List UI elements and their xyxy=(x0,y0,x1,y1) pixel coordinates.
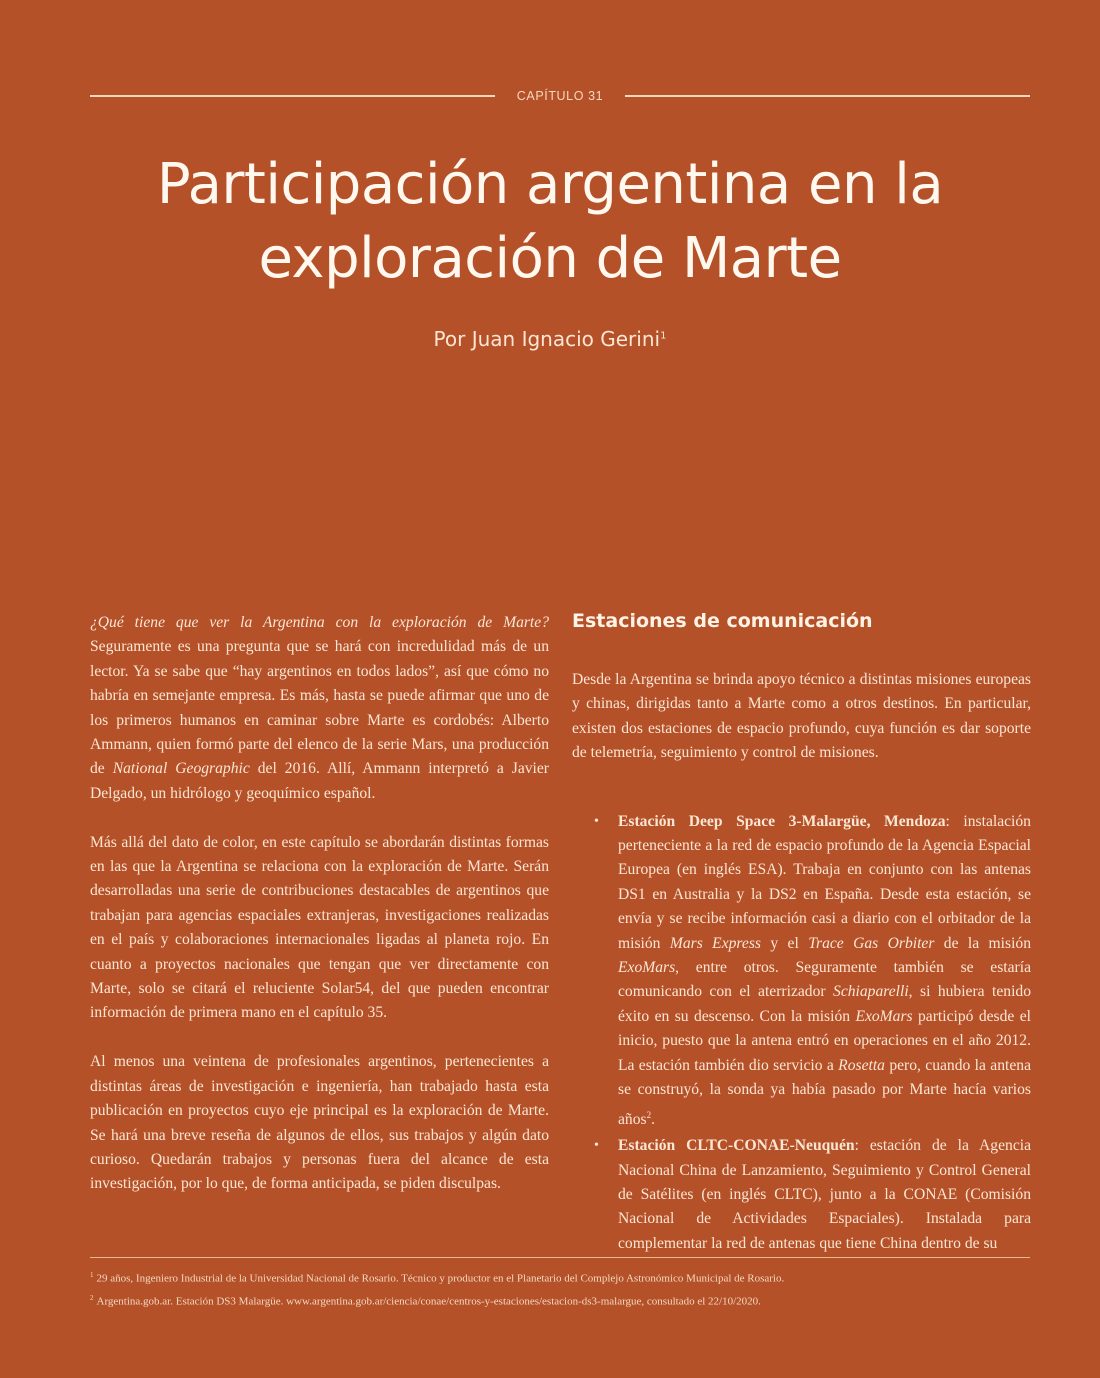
footnote-text: 29 años, Ingeniero Industrial de la Universidad Nacional de Rosario. Técnico y productor en el Planetario del Complejo Astronómico Municipal de Rosario. xyxy=(96,1272,785,1285)
station-list xyxy=(572,810,1031,1257)
text: , entre otros. Seguramente también se estaría comunicando con el aterrizador xyxy=(618,959,1031,1001)
left-column xyxy=(90,611,549,1221)
bullet-icon: • xyxy=(594,813,599,829)
footnote-number: 2 xyxy=(90,1293,94,1302)
list-item-station-neuquen xyxy=(572,1134,1031,1256)
text: de la misión xyxy=(934,934,1032,952)
italic-mission: Schiaparelli xyxy=(833,983,909,1001)
footnote-1 xyxy=(90,1266,1050,1289)
intro-question: ¿Qué tiene que ver la Argentina con la exploración de Marte? xyxy=(90,614,549,631)
author-name: Por Juan Ignacio Gerini xyxy=(433,327,661,351)
text: pero, cuando la antena se construyó, la sonda ya había pasado por Marte hacía varios años xyxy=(618,1056,1031,1128)
chapter-rule-left xyxy=(90,95,495,97)
italic-mission: Mars Express xyxy=(669,934,761,952)
footnote-2 xyxy=(90,1289,1050,1312)
text: : estación de la Agencia Nacional China de Lanzamiento, Seguimiento y Control General de Satélites (en inglés CLTC), junto a la CONAE (Comisión Nacional de Actividades Espaciales). Instalada para complementar la red de antenas que tiene China dentro de su xyxy=(618,1137,1031,1252)
italic-mission: ExoMars xyxy=(855,1007,913,1025)
footnote-ref[interactable]: 2 xyxy=(646,1109,652,1120)
footnote-text: Argentina.gob.ar. Estación DS3 Malargüe. www.argentina.gob.ar/ciencia/conae/centros-y-estaciones/estacion-ds3-malargue, consultado el 22/10/2020. xyxy=(96,1295,761,1308)
footnote-number: 1 xyxy=(90,1271,94,1279)
title-line-1: Participación argentina en la xyxy=(156,152,944,217)
text: participó desde el inicio, puesto que la antena entró en operaciones en el año 2012. La estación también dio servicio a xyxy=(618,1007,1031,1074)
bullet-icon: • xyxy=(594,1138,599,1154)
chapter-header xyxy=(90,86,1030,106)
text: : instalación perteneciente a la red de espacio profundo de la Agencia Espacial Europea (en inglés ESA). Trabaja en conjunto con las antenas DS1 en Australia y la DS2 en España. Desde esta estación, se envía y se recibe información casi a diario con el orbitador de la misión xyxy=(618,812,1031,952)
footnote-divider xyxy=(90,1257,1030,1258)
list-item-station-malargue xyxy=(572,810,1031,1132)
section-heading: Estaciones de comunicación xyxy=(572,610,873,632)
text: , si hubiera tenido éxito en su descenso. Con la misión xyxy=(618,983,1031,1025)
page-title xyxy=(0,148,1100,296)
author-byline xyxy=(0,327,1100,351)
text: . xyxy=(651,1110,655,1128)
paragraph-intro xyxy=(90,611,549,806)
italic-mission: Rosetta xyxy=(838,1056,885,1074)
text: y el xyxy=(760,934,809,952)
national-geographic-italic: National Geographic xyxy=(112,760,250,778)
intro-text-a: Seguramente es una pregunta que se hará con incredulidad más de un lector. Ya se sabe que “hay argentinos en todos lados”, así que cómo no habría en semejante empresa. Es más, hasta se puede afirmar que uno de los primeros humanos en caminar sobre Marte es cordobés: Alberto Ammann, quien formó parte del elenco de la serie Mars, una producción de xyxy=(90,638,549,778)
paragraph-2: Más allá del dato de color, en este capítulo se abordarán distintas formas en las que la Argentina se relaciona con la exploración de Marte. Serán desarrolladas una serie de contribuciones destacables de argentinos que trabajan para agencias espaciales extranjeras, investigaciones realizadas en el país y colaboraciones internacionales ligadas al planeta rojo. En cuanto a proyectos nacionales que tengan que ver directamente con Marte, solo se citará el reluciente Solar54, del que pueden encontrar información de primera mano en el capítulo 35. xyxy=(90,833,549,1022)
station-name: Estación CLTC-CONAE-Neuquén xyxy=(618,1137,855,1155)
italic-mission: ExoMars xyxy=(618,959,676,977)
author-footnote-ref[interactable]: 1 xyxy=(660,330,667,342)
chapter-rule-right xyxy=(625,95,1030,97)
right-column xyxy=(572,611,1031,1258)
footnotes xyxy=(90,1266,1050,1311)
intro-text-b: del 2016. Allí, Ammann interpretó a Javier Delgado, un hidrólogo y geoquímico español. xyxy=(90,760,549,802)
chapter-label: CAPÍTULO 31 xyxy=(516,89,604,103)
paragraph-3: Al menos una veintena de profesionales argentinos, pertenecientes a distintas áreas de investigación e ingeniería, han trabajado hasta esta publicación en proyectos cuyo eje principal es la exploración de Marte. Se hará una breve reseña de algunos de ellos, sus trabajos y algún dato curioso. Quedarán trabajos y personas fuera del alcance de esta investigación, por lo que, de forma anticipada, se piden disculpas. xyxy=(90,1053,549,1193)
italic-mission: Trace Gas Orbiter xyxy=(808,934,935,952)
station-name: Estación Deep Space 3-Malargüe, Mendoza xyxy=(618,812,946,830)
title-line-2: exploración de Marte xyxy=(258,226,842,291)
section-intro: Desde la Argentina se brinda apoyo técnico a distintas misiones europeas y chinas, dirigidas tanto a Marte como a otros destinos. En particular, existen dos estaciones de espacio profundo, cuya función es dar soporte de telemetría, seguimiento y control de misiones. xyxy=(572,671,1031,762)
